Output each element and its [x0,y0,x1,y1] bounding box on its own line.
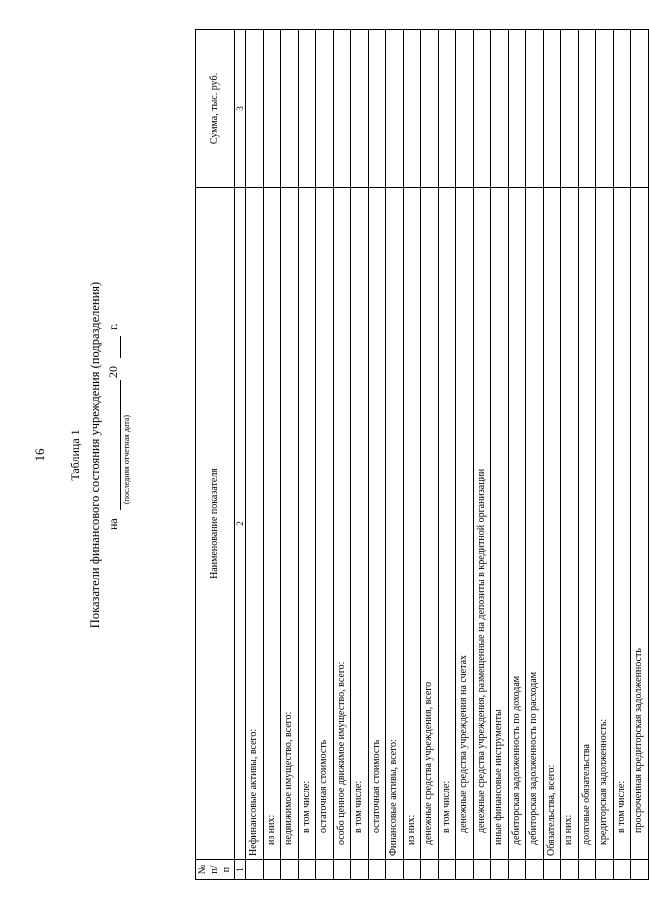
table-row [508,30,526,880]
cell-num [456,860,474,880]
table-row [386,30,404,880]
table-row [631,30,649,880]
cell-num [508,860,526,880]
cell-sum [526,30,544,188]
table-row [526,30,544,880]
cell-name: в том числе: [438,188,456,860]
cell-sum [263,30,281,188]
cell-num [561,860,579,880]
cell-name: долговые обязательства [578,188,596,860]
cell-sum [578,30,596,188]
table-row [561,30,579,880]
cell-name: просроченная кредиторская задолженность [631,188,649,860]
table-row [473,30,491,880]
cell-num [263,860,281,880]
cell-sum [456,30,474,188]
table-row [456,30,474,880]
cell-num [543,860,561,880]
cell-name: остаточная стоимость [368,188,386,860]
cell-num [246,860,264,880]
date-prefix: на [106,518,120,530]
table-row [281,30,299,880]
cell-name: Нефинансовые активы, всего: [246,188,264,860]
table-row [333,30,351,880]
cell-sum [508,30,526,188]
table-row [596,30,614,880]
cell-num [613,860,631,880]
cell-name: дебиторская задолженность по расходам [526,188,544,860]
cell-sum [298,30,316,188]
header-num: № п/п [196,860,235,880]
page-number: 16 [32,448,47,462]
cell-num [578,860,596,880]
cell-name: остаточная стоимость [316,188,334,860]
index-cell: 3 [235,30,246,188]
cell-name: Финансовые активы, всего: [386,188,404,860]
table-row [578,30,596,880]
table-title: Показатели финансового состояния учреждения (подразделения) [88,281,102,629]
cell-num [491,860,509,880]
cell-num [298,860,316,880]
cell-sum [543,30,561,188]
header-name: Наименование показателя [196,188,235,860]
cell-name: в том числе: [351,188,369,860]
cell-name: кредиторская задолженность: [596,188,614,860]
table-row [316,30,334,880]
cell-sum [421,30,439,188]
cell-sum [596,30,614,188]
cell-sum [473,30,491,188]
cell-num [386,860,404,880]
table-body [246,30,649,880]
cell-sum [631,30,649,188]
cell-name: недвижимое имущество, всего: [281,188,299,860]
cell-sum [438,30,456,188]
cell-num [526,860,544,880]
cell-sum [491,30,509,188]
table-row [613,30,631,880]
table-caption: Таблица 1 [68,429,82,481]
cell-sum [386,30,404,188]
year-prefix: 20 [106,366,120,378]
cell-name: денежные средства учреждения на счетах [456,188,474,860]
cell-sum [613,30,631,188]
cell-name: денежные средства учреждения, всего [421,188,439,860]
cell-name: особо ценное движимое имущество, всего: [333,188,351,860]
cell-name: в том числе: [298,188,316,860]
cell-sum [246,30,264,188]
cell-num [438,860,456,880]
table-row [491,30,509,880]
table-row [368,30,386,880]
table-row [351,30,369,880]
cell-name: из них: [561,188,579,860]
cell-num [351,860,369,880]
index-cell: 2 [235,188,246,860]
cell-name: дебиторская задолженность по доходам [508,188,526,860]
table-row [298,30,316,880]
header-sum: Сумма, тыс. руб. [196,30,235,188]
cell-name: денежные средства учреждения, размещенные на депозиты в кредитной организации [473,188,491,860]
cell-sum [561,30,579,188]
table-row [543,30,561,880]
index-cell: 1 [235,860,246,880]
cell-num [316,860,334,880]
table-row [403,30,421,880]
year-suffix: г. [106,323,120,330]
cell-num [281,860,299,880]
cell-name: из них: [403,188,421,860]
report-date-line [106,210,140,630]
cell-num [403,860,421,880]
cell-num [473,860,491,880]
cell-num [333,860,351,880]
date-hint: (последняя отчетная дата) [122,414,131,504]
cell-name: в том числе: [613,188,631,860]
table-row [421,30,439,880]
rotated-page [30,30,644,880]
cell-sum [368,30,386,188]
year-blank [120,336,121,358]
cell-sum [281,30,299,188]
cell-num [421,860,439,880]
cell-sum [333,30,351,188]
cell-sum [351,30,369,188]
header-row [196,30,235,880]
financial-indicators-table [195,29,649,880]
cell-name: Обязательства, всего: [543,188,561,860]
table-row [263,30,281,880]
cell-num [368,860,386,880]
cell-name: иные финансовые инструменты [491,188,509,860]
cell-num [631,860,649,880]
index-row [235,30,246,880]
cell-num [596,860,614,880]
cell-sum [316,30,334,188]
cell-sum [403,30,421,188]
date-blank [120,380,121,510]
table-row [246,30,264,880]
cell-name: из них: [263,188,281,860]
table-row [438,30,456,880]
